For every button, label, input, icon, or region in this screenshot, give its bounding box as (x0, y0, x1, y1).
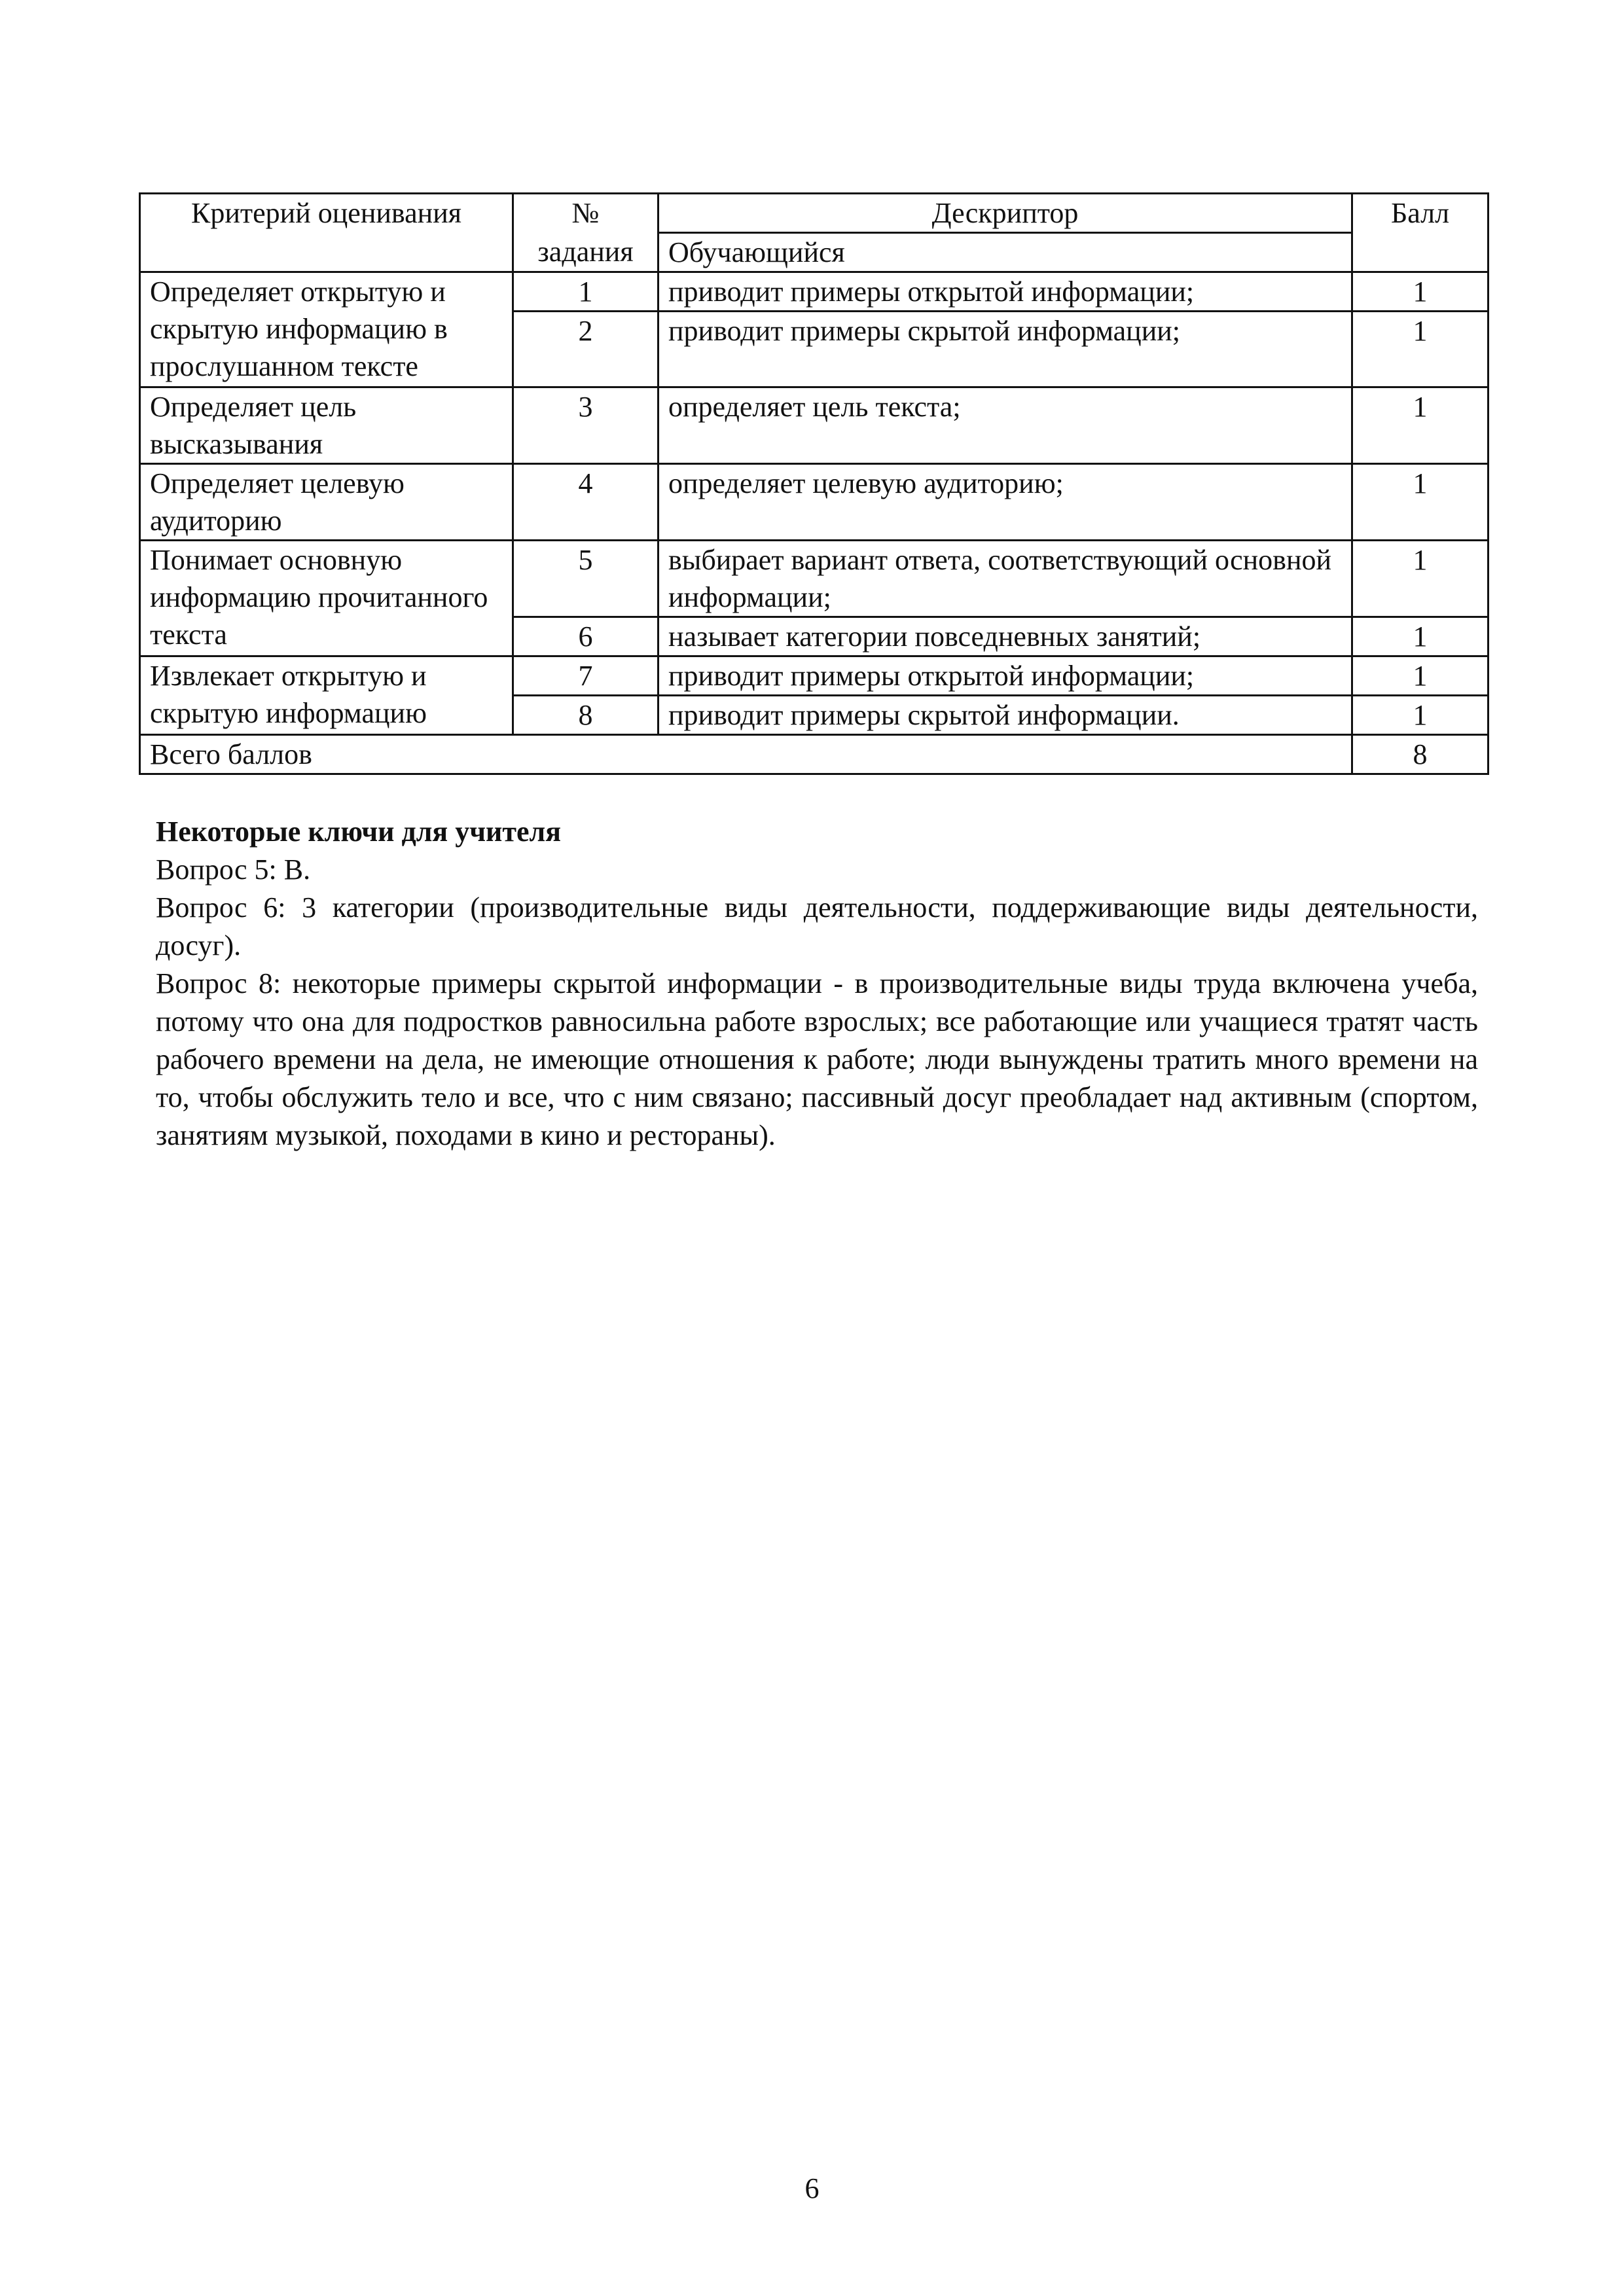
header-descriptor: Дескриптор (659, 194, 1352, 233)
criterion-cell: Определяет целевую аудиторию (140, 464, 513, 541)
total-label: Всего баллов (140, 735, 1352, 774)
descriptor-cell: приводит примеры скрытой информации; (659, 312, 1352, 387)
descriptor-cell: выбирает вариант ответа, соответствующий основной информации; (659, 541, 1352, 617)
table-row (140, 541, 1489, 617)
task-number: 2 (513, 312, 659, 387)
task-number: 7 (513, 656, 659, 696)
criterion-cell: Извлекает открытую и скрытую информацию (140, 656, 513, 735)
score-cell: 1 (1352, 272, 1489, 312)
criterion-cell: Определяет цель высказывания (140, 387, 513, 464)
score-cell: 1 (1352, 696, 1489, 735)
descriptor-cell: приводит примеры открытой информации; (659, 656, 1352, 696)
header-criterion: Критерий оценивания (140, 194, 513, 272)
keys-title: Некоторые ключи для учителя (156, 816, 562, 848)
assessment-table (139, 192, 1489, 775)
score-cell: 1 (1352, 312, 1489, 387)
descriptor-cell: приводит примеры открытой информации; (659, 272, 1352, 312)
table-row (140, 272, 1489, 312)
task-number: 4 (513, 464, 659, 541)
score-cell: 1 (1352, 617, 1489, 656)
table-row (140, 464, 1489, 541)
header-task-no-word: задания (513, 233, 659, 272)
header-learner: Обучающийся (659, 233, 1352, 272)
descriptor-cell: определяет целевую аудиторию; (659, 464, 1352, 541)
header-task-no-symbol: № (513, 194, 659, 233)
page-number: 6 (804, 2172, 820, 2204)
descriptor-cell: приводит примеры скрытой информации. (659, 696, 1352, 735)
teacher-keys-section (156, 813, 1478, 1155)
total-value: 8 (1352, 735, 1489, 774)
table-row (140, 387, 1489, 464)
score-cell: 1 (1352, 656, 1489, 696)
score-cell: 1 (1352, 387, 1489, 464)
key-question-5: Вопрос 5: В. (156, 853, 311, 886)
task-number: 5 (513, 541, 659, 617)
descriptor-cell: называет категории повседневных занятий; (659, 617, 1352, 656)
criterion-cell: Определяет открытую и скрытую информацию в прослушанном тексте (140, 272, 513, 387)
task-number: 8 (513, 696, 659, 735)
task-number: 6 (513, 617, 659, 656)
header-score: Балл (1352, 194, 1489, 272)
task-number: 1 (513, 272, 659, 312)
descriptor-cell: определяет цель текста; (659, 387, 1352, 464)
task-number: 3 (513, 387, 659, 464)
table-row (140, 656, 1489, 696)
key-question-6: Вопрос 6: 3 категории (производительные виды деятельности, поддерживающие виды деятельности, досуг). (156, 891, 1478, 961)
score-cell: 1 (1352, 541, 1489, 617)
criterion-cell: Понимает основную информацию прочитанного текста (140, 541, 513, 656)
score-cell: 1 (1352, 464, 1489, 541)
key-question-8: Вопрос 8: некоторые примеры скрытой информации - в производительные виды труда включена учеба, потому что она для подростков равносильна работе взрослых; все работающие или учащиеся тратят часть рабочего времени на дела, не имеющие отношения к работе; люди вынуждены тратить много времени на то, чтобы обслужить тело и все, что с ним связано; пассивный досуг преобладает над активным (спортом, занятиям музыкой, походами в кино и рестораны). (156, 967, 1478, 1151)
total-row (140, 735, 1489, 774)
